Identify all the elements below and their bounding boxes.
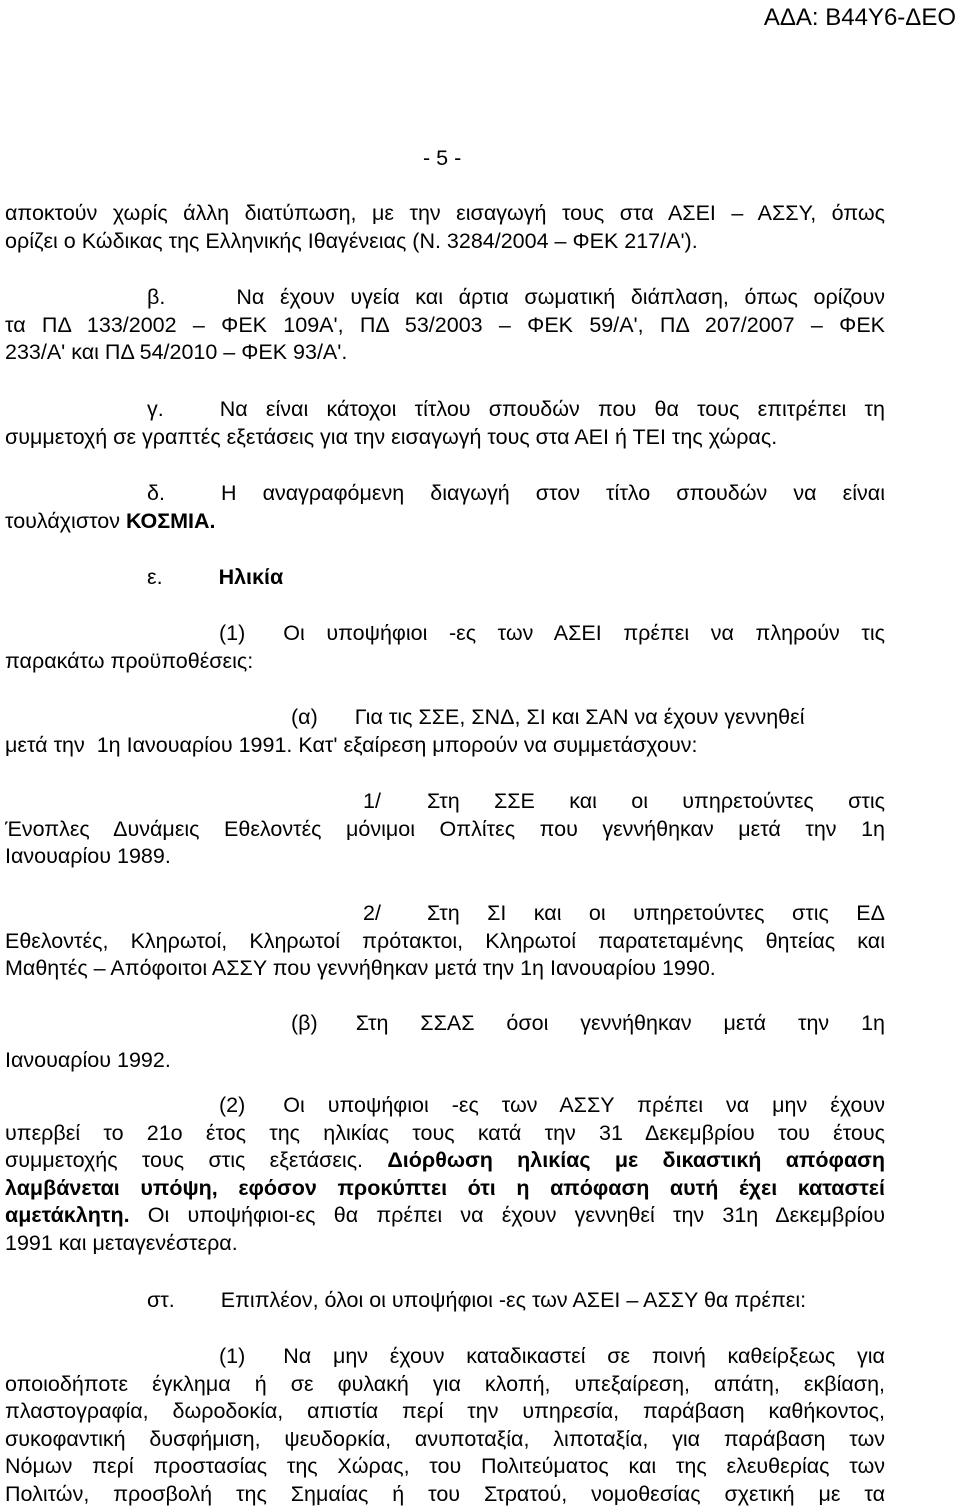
text-line: παρακάτω προϋποθέσεις: (5, 648, 885, 676)
paragraph-2-slash (5, 900, 885, 983)
text-line: Για τις ΣΣΕ, ΣΝΔ, ΣΙ και ΣΑΝ να έχουν γεννηθεί (355, 705, 805, 729)
text-line: Οι υποψήφιοι -ες των ΑΣΕΙ πρέπει να πληρούν τις (283, 621, 885, 645)
section-title: Ηλικία (219, 565, 284, 589)
text-line: Επιπλέον, όλοι οι υποψήφιοι -ες των ΑΣΕΙ – ΑΣΣΥ θα πρέπει: (221, 1288, 806, 1312)
item-marker: 1/ (363, 789, 381, 813)
page-number: - 5 - (423, 145, 461, 173)
emphasis-text: ΚΟΣΜΙΑ. (126, 509, 216, 533)
item-marker: (β) (291, 1011, 318, 1035)
item-marker: (α) (291, 705, 318, 729)
paragraph-a (5, 704, 885, 759)
item-marker: 2/ (363, 901, 381, 925)
text-line: συμμετοχή σε γραπτές εξετάσεις για την εισαγωγή τους στα ΑΕΙ ή ΤΕΙ της χώρας. (5, 424, 885, 452)
item-marker: (1) (219, 1344, 245, 1368)
emphasis-text: λαμβάνεται υπόψη, εφόσον προκύπτει ότι η απόφαση αυτή έχει καταστεί (5, 1176, 885, 1200)
emphasis-text: Διόρθωση ηλικίας με δικαστική απόφαση (387, 1148, 885, 1172)
text-line: Στη ΣΣΕ και οι υπηρετούντες στις (427, 789, 885, 813)
item-marker: στ. (147, 1288, 175, 1312)
text-line: Εθελοντές, Κληρωτοί, Κληρωτοί πρότακτοι, Κληρωτοί παρατεταμένης θητείας και (5, 928, 885, 956)
text-line: Ιανουαρίου 1989. (5, 843, 885, 871)
text-line: Να μην έχουν καταδικαστεί σε ποινή καθείρξεως για (283, 1344, 885, 1368)
ada-code: ΑΔΑ: Β44Υ6-ΔΕΟ (764, 0, 956, 36)
item-marker: (2) (219, 1093, 245, 1117)
text-line: ορίζει ο Κώδικας της Ελληνικής Ιθαγένειας (Ν. 3284/2004 – ΦΕΚ 217/Α'). (5, 228, 885, 256)
paragraph-beta (5, 284, 885, 367)
text-line: Πολιτών, προσβολή της Σημαίας ή του Στρατού, νομοθεσίας σχετική με τα (5, 1481, 885, 1508)
item-marker: β. (147, 285, 165, 309)
text-line: Να είναι κάτοχοι τίτλου σπουδών που θα τους επιτρέπει τη (220, 397, 885, 421)
paragraph-b (5, 1010, 885, 1074)
text-line: τα ΠΔ 133/2002 – ΦΕΚ 109Α', ΠΔ 53/2003 – ΦΕΚ 59/Α', ΠΔ 207/2007 – ΦΕΚ (5, 312, 885, 340)
paragraph-delta (5, 480, 885, 535)
text-line: 1991 και μεταγενέστερα. (5, 1230, 885, 1258)
text-line: οποιοδήποτε έγκλημα ή σε φυλακή για κλοπή, υπεξαίρεση, απάτη, εκβίαση, (5, 1371, 885, 1399)
text-line: 233/Α' και ΠΔ 54/2010 – ΦΕΚ 93/Α'. (5, 339, 885, 367)
text-line: Οι υποψήφιοι -ες των ΑΣΣΥ πρέπει να μην έχουν (283, 1093, 885, 1117)
paragraph-gamma (5, 396, 885, 451)
text-line: συμμετοχής τους στις εξετάσεις. (5, 1148, 387, 1172)
text-line: συκοφαντική δυσφήμιση, ψευδορκία, ανυποταξία, λιποταξία, για παράβαση των (5, 1426, 885, 1454)
item-marker: γ. (147, 397, 164, 421)
item-marker: (1) (219, 621, 245, 645)
item-marker: δ. (147, 481, 165, 505)
text-line: υπερβεί το 21ο έτος της ηλικίας τους κατά την 31 Δεκεμβρίου του έτους (5, 1120, 885, 1148)
paragraph-epsilon (5, 564, 885, 592)
paragraph-st-1 (5, 1343, 885, 1508)
text-line: Να έχουν υγεία και άρτια σωματική διάπλαση, όπως ορίζουν (236, 285, 885, 309)
text-line: Νόμων περί προστασίας της Χώρας, του Πολιτεύματος και της ελευθερίας των (5, 1453, 885, 1481)
text-line: τουλάχιστον (5, 509, 126, 533)
paragraph-1 (5, 620, 885, 675)
text-line: μετά την 1η Ιανουαρίου 1991. Κατ' εξαίρεση μπορούν να συμμετάσχουν: (5, 732, 885, 760)
text-line: Στη ΣΙ και οι υπηρετούντες στις ΕΔ (427, 901, 885, 925)
paragraph-1-slash (5, 788, 885, 871)
text-line: Μαθητές – Απόφοιτοι ΑΣΣΥ που γεννήθηκαν μετά την 1η Ιανουαρίου 1990. (5, 955, 885, 983)
text-line: Ένοπλες Δυνάμεις Εθελοντές μόνιμοι Οπλίτες που γεννήθηκαν μετά την 1η (5, 816, 885, 844)
paragraph-st (5, 1287, 885, 1315)
text-line: αποκτούν χωρίς άλλη διατύπωση, με την εισαγωγή τους στα ΑΣΕΙ – ΑΣΣΥ, όπως (5, 200, 885, 228)
paragraph-intro (5, 200, 885, 255)
text-line: Ιανουαρίου 1992. (5, 1047, 885, 1075)
text-line: Η αναγραφόμενη διαγωγή στον τίτλο σπουδών να είναι (221, 481, 885, 505)
item-marker: ε. (147, 565, 163, 589)
text-line: Στη ΣΣΑΣ όσοι γεννήθηκαν μετά την 1η (356, 1011, 885, 1035)
emphasis-text: αμετάκλητη. (5, 1203, 130, 1227)
text-line: Οι υποψήφιοι-ες θα πρέπει να έχουν γεννηθεί την 31η Δεκεμβρίου (130, 1203, 885, 1227)
paragraph-2 (5, 1092, 885, 1257)
text-line: πλαστογραφία, δωροδοκία, απιστία περί την υπηρεσία, παράβαση καθήκοντος, (5, 1398, 885, 1426)
